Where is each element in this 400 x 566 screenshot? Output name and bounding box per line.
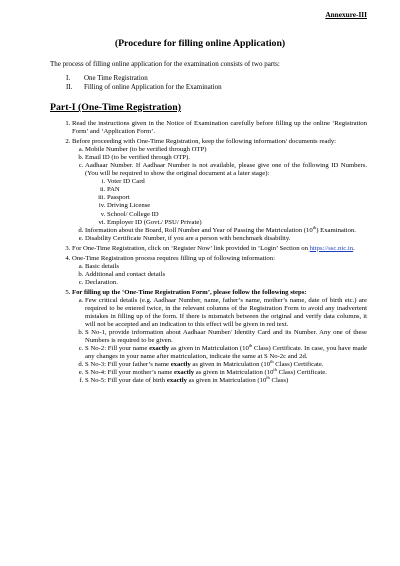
superscript: th (273, 367, 277, 373)
parts-list (66, 74, 222, 93)
part-text: One Time Registration (84, 74, 148, 82)
item-text: S No-3: Fill your father’s name (85, 361, 171, 369)
emphasis: exactly (149, 345, 170, 353)
id-item: ii. PAN (107, 186, 367, 194)
item-text: . (353, 244, 355, 252)
instructions-body (58, 120, 367, 388)
ssc-website-link[interactable]: https://ssc.nic.in (309, 244, 354, 252)
item-text: Class) (269, 377, 289, 385)
sub-item: b. Email ID (to be verified through OTP). (85, 154, 367, 162)
list-item (72, 289, 367, 386)
emphasis: exactly (174, 369, 195, 377)
list-item (72, 245, 367, 253)
item-text: ) Examination. (316, 226, 356, 234)
sub-item: a. Mobile Number (to be verified through OTP) (85, 146, 367, 154)
item-text: as given in Matriculation (10 (190, 361, 271, 369)
intro-text: The process of filling online application for the examination consists of two parts: (50, 60, 280, 68)
part-number: II. (66, 83, 73, 92)
sub-list (72, 297, 367, 386)
item-text: S No-5: Fill your date of birth (85, 377, 167, 385)
list-item (72, 138, 367, 243)
part-item (66, 83, 222, 92)
sub-item: a. Few critical details (e.g. Aadhaar Number, name, father’s name, mother’s name, date of birth etc.) are required to be entered twice, in the relevant columns of the Registration Form to avoid any inadvertent mistakes in filling up of the form. If there is mismatch between the original and verify data columns, it will not be accepted and an indication to this effect will be given in red text. (85, 297, 367, 329)
item-text: Class) Certificate. (276, 369, 327, 377)
part-item (66, 74, 222, 83)
item-text: Class) Certificate. In case, you have made any changes in your name after matriculation, indicate the same at S No-2c and 2d. (85, 345, 368, 361)
item-text: as given in Matriculation (10 (186, 377, 267, 385)
sub-item: b. Additional and contact details (85, 271, 367, 279)
id-item: iii. Passport (107, 194, 367, 202)
item-text: as given in Matriculation (10 (194, 369, 274, 377)
instructions-list (58, 120, 367, 386)
section-heading: Part-I (One-Time Registration) (50, 102, 181, 113)
item-text: Read the instructions given in the Notice of Examination carefully before filling up the online ‘Registration Form’ and ‘Application Form’. (72, 120, 367, 136)
item-text: Class) Certificate. (273, 361, 324, 369)
superscript: th (270, 359, 274, 365)
list-item (72, 255, 367, 287)
list-item (72, 120, 367, 136)
item-text: S No-4: Fill your mother’s name (85, 369, 175, 377)
part-number: I. (66, 74, 71, 82)
id-item: vi. Employer ID (Govt./ PSU/ Private) (107, 219, 367, 227)
annexure-label: Annexure-III (325, 10, 367, 19)
item-text: as given in Matriculation (10 (169, 345, 249, 353)
sub-item: c. Declaration. (85, 279, 367, 287)
superscript: th (248, 343, 253, 349)
emphasis: exactly (166, 377, 187, 385)
sub-item (85, 162, 367, 226)
item-text: Information about the Board, Roll Number and Year of Passing the Matriculation (10 (85, 226, 313, 234)
id-list (85, 178, 367, 226)
superscript: th (312, 224, 317, 230)
item-text-bold: For filling up the ‘One-Time Registration Form’, please follow the following steps: (72, 288, 307, 296)
item-text: For One-Time Registration, click on ‘Register Now’ link provided in ‘Login’ Section on (72, 244, 310, 252)
sub-item: a. Basic details (85, 263, 367, 271)
sub-list (72, 263, 367, 287)
part-text: Filling of online Application for the Examination (84, 83, 222, 92)
superscript: th (266, 375, 270, 381)
sub-item (85, 377, 367, 385)
item-text: One-Time Registration process requires filling up of following information: (72, 254, 275, 262)
id-item: iv. Driving License (107, 202, 367, 210)
item-text: Aadhaar Number. If Aadhaar Number is not available, please give one of the following ID Numbers. (You will be required to show the original document at a later stage): (85, 162, 367, 178)
sub-item: b. S No-1, provide information about Aadhaar Number/ Identity Card and its Number. Any one of these Numbers is required to be given. (85, 329, 367, 345)
sub-item (85, 224, 367, 235)
page-title: (Procedure for filling online Application) (114, 38, 286, 49)
sub-item: e. Disability Certificate Number, if you are a person with benchmark disability. (85, 235, 367, 243)
emphasis: exactly (170, 361, 191, 369)
sub-list (72, 146, 367, 243)
item-text: S No-2: Fill your name (85, 345, 150, 353)
sub-item (85, 345, 367, 361)
id-item: v. School/ College ID (107, 211, 367, 219)
item-text: Before proceeding with One-Time Registration, keep the following information/ documents ready: (72, 138, 337, 146)
id-item: i. Voter ID Card (107, 178, 367, 186)
